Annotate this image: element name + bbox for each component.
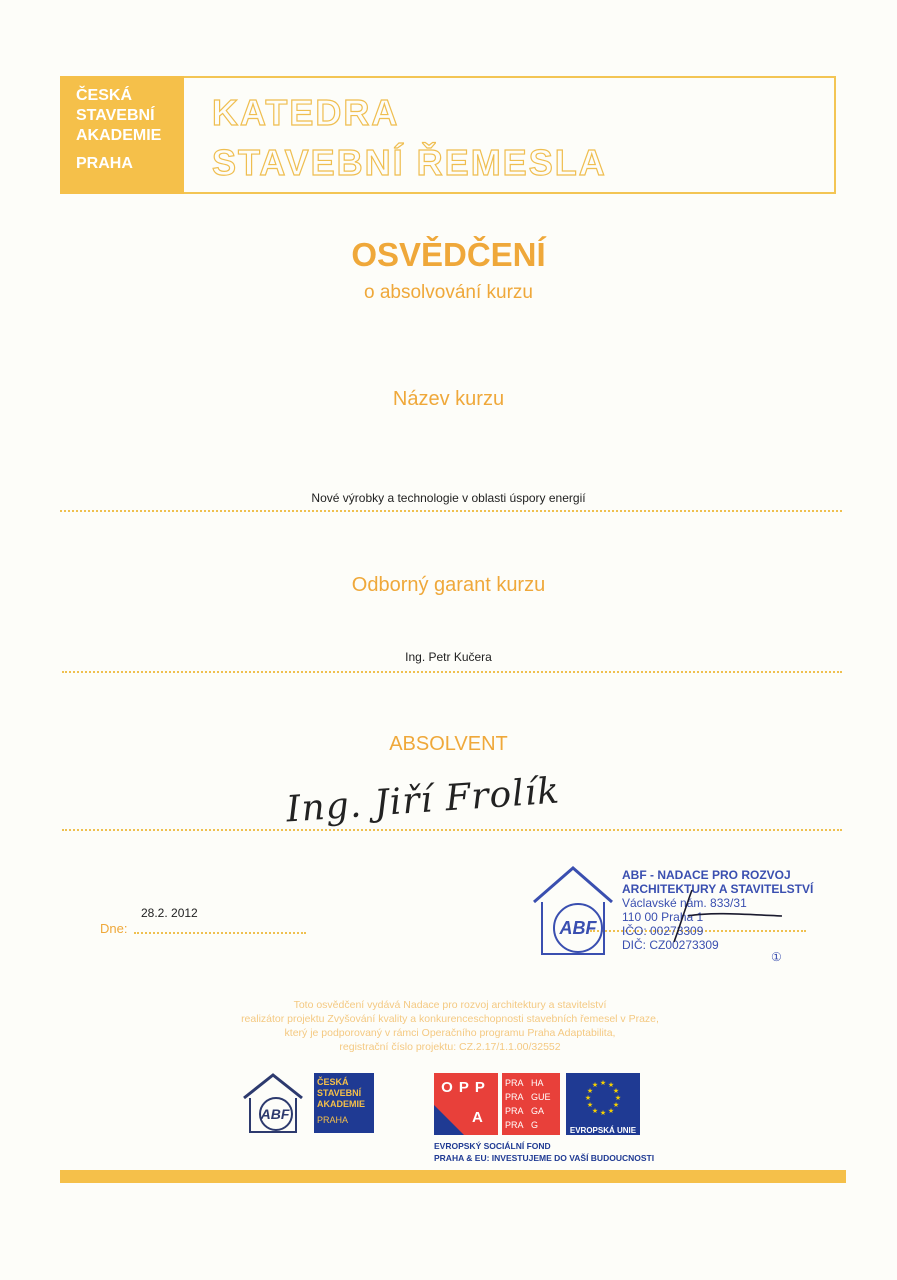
- logo-line: STAVEBNÍ: [76, 107, 155, 124]
- svg-text:ABF: ABF: [559, 918, 597, 938]
- stamp-mark: ①: [771, 950, 782, 964]
- graduate-signature: Ing. Jiří Frolík: [284, 770, 562, 831]
- footer-line: Toto osvědčení vydává Nadace pro rozvoj architektury a stavitelství: [293, 999, 607, 1011]
- stamp-line: Václavské nám. 833/31: [622, 896, 747, 910]
- stamp-line: 110 00 Praha 1: [622, 910, 704, 924]
- svg-text:★: ★: [591, 1081, 599, 1089]
- esf-line1: EVROPSKÝ SOCIÁLNÍ FOND: [434, 1141, 551, 1151]
- csa-line: PRAHA: [317, 1115, 349, 1125]
- svg-text:★: ★: [607, 1107, 615, 1115]
- praha-cell: G: [531, 1120, 539, 1130]
- oppa-logo: [434, 1073, 498, 1135]
- svg-text:★: ★: [586, 1101, 594, 1109]
- csa-logo: [314, 1073, 374, 1133]
- header-title-line2: STAVEBNÍ ŘEMESLA: [212, 142, 607, 183]
- praha-cell: HA: [531, 1078, 544, 1088]
- footer-line: který je podporovaný v rámci Operačního programu Praha Adaptabilita,: [284, 1027, 616, 1039]
- logo-line: ČESKÁ: [76, 87, 133, 104]
- certificate-subtitle: o absolvování kurzu: [364, 282, 533, 303]
- stamp-line: ARCHITEKTURY A STAVITELSTVÍ: [622, 882, 814, 896]
- svg-text:★: ★: [599, 1109, 607, 1117]
- logo-line: PRAHA: [76, 155, 133, 172]
- esf-line2: PRAHA & EU: INVESTUJEME DO VAŠÍ BUDOUCNOSTI: [434, 1153, 655, 1163]
- praha-cell: GUE: [531, 1092, 551, 1102]
- footer-line: realizátor projektu Zvyšování kvality a konkurenceschopnosti stavebních řemesel v Praze,: [241, 1013, 659, 1025]
- guarantor-value: Ing. Petr Kučera: [405, 650, 492, 664]
- eu-stars-icon: [566, 1073, 640, 1121]
- eu-logo: [566, 1073, 640, 1135]
- school-logo: [60, 76, 184, 194]
- header-title-line1: KATEDRA: [212, 92, 400, 133]
- stamp-line: ABF - NADACE PRO ROZVOJ: [622, 868, 791, 882]
- praha-cell: PRA: [505, 1092, 524, 1102]
- course-dotted-line: [60, 510, 842, 512]
- footer-text: [150, 998, 750, 1054]
- praha-cell: PRA: [505, 1120, 524, 1130]
- guarantor-label: Odborný garant kurzu: [351, 574, 546, 596]
- oppa-top-text: OPP: [441, 1079, 491, 1096]
- graduate-label: ABSOLVENT: [389, 733, 508, 755]
- bottom-bar: [60, 1170, 846, 1183]
- graduate-dotted-line: [62, 829, 842, 831]
- svg-text:★: ★: [614, 1094, 622, 1102]
- praha-cell: GA: [531, 1106, 545, 1116]
- stamp-line: DIČ: CZ00273309: [622, 938, 719, 952]
- svg-text:★: ★: [584, 1094, 592, 1102]
- oppa-triangle: [434, 1105, 464, 1135]
- abf-logo: [240, 1072, 306, 1136]
- date-value: 28.2. 2012: [141, 906, 198, 920]
- csa-line: STAVEBNÍ: [317, 1088, 362, 1098]
- guarantor-dotted-line: [62, 671, 842, 673]
- oppa-bottom-text: A: [472, 1109, 483, 1126]
- svg-text:★: ★: [586, 1087, 594, 1095]
- svg-text:★: ★: [612, 1101, 620, 1109]
- course-value: Nové výrobky a technologie v oblasti úspory energií: [311, 491, 586, 505]
- csa-line: ČESKÁ: [317, 1077, 349, 1087]
- course-label: Název kurzu: [392, 388, 505, 410]
- esf-text: [434, 1140, 654, 1164]
- certificate-title: OSVĚDČENÍ: [351, 236, 546, 273]
- date-dotted-line: [134, 932, 306, 934]
- svg-text:★: ★: [591, 1107, 599, 1115]
- stamp-house-icon: [528, 862, 618, 962]
- praha-logo: [502, 1073, 560, 1135]
- logo-line: AKADEMIE: [76, 127, 162, 144]
- eu-label: EVROPSKÁ UNIE: [569, 1126, 637, 1135]
- footer-line: registrační číslo projektu: CZ.2.17/1.1.00/32552: [339, 1041, 561, 1053]
- svg-text:★: ★: [612, 1087, 620, 1095]
- csa-line: AKADEMIE: [317, 1099, 366, 1109]
- praha-cell: PRA: [505, 1106, 524, 1116]
- praha-cell: PRA: [505, 1078, 524, 1088]
- abf-logo-text: ABF: [260, 1106, 290, 1122]
- date-label: Dne:: [100, 921, 128, 936]
- stamp-signature: [650, 886, 790, 946]
- stamp-line: IČO: 00273309: [622, 924, 704, 938]
- svg-text:★: ★: [607, 1081, 615, 1089]
- svg-text:★: ★: [599, 1079, 607, 1087]
